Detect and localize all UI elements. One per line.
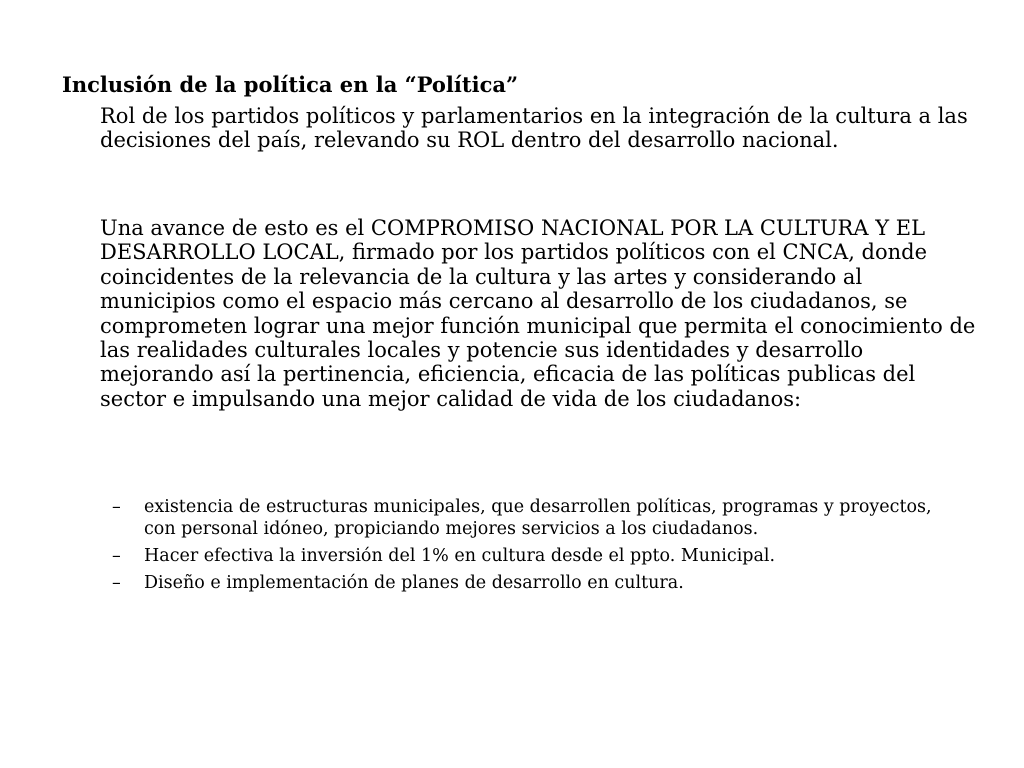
list-item-text: existencia de estructuras municipales, que desarrollen políticas, programas y proyectos, con personal idóneo, propiciando mejores servicios a los ciudadanos. [144,497,932,539]
dash-marker: – [112,497,121,517]
dash-marker: – [112,546,121,566]
paragraph-role: Rol de los partidos políticos y parlamentarios en la integración de la cultura a las decisiones del país, relevando su ROL dentro del desarrollo nacional. [100,104,968,153]
list-item-text: Hacer efectiva la inversión del 1% en cultura desde el ppto. Municipal. [144,546,776,566]
list-item [106,545,956,567]
slide-title: Inclusión de la política en la “Política” [62,72,519,97]
list-item [106,496,956,540]
list-item-text: Diseño e implementación de planes de desarrollo en cultura. [144,573,684,593]
list-item [106,572,956,594]
bullet-list [106,496,956,599]
dash-marker: – [112,573,121,593]
paragraph-commitment: Una avance de esto es el COMPROMISO NACIONAL POR LA CULTURA Y EL DESARROLLO LOCAL, firmado por los partidos políticos con el CNCA, donde coincidentes de la relevancia de la cultura y las artes y considerando al municipios como el espacio más cercano al desarrollo de los ciudadanos, se comprometen lograr una mejor función municipal que permita el conocimiento de las realidades culturales locales y potencie sus identidades y desarrollo mejorando así la pertinencia, eficiencia, eficacia de las políticas publicas del sector e impulsando una mejor calidad de vida de los ciudadanos: [100,216,976,411]
